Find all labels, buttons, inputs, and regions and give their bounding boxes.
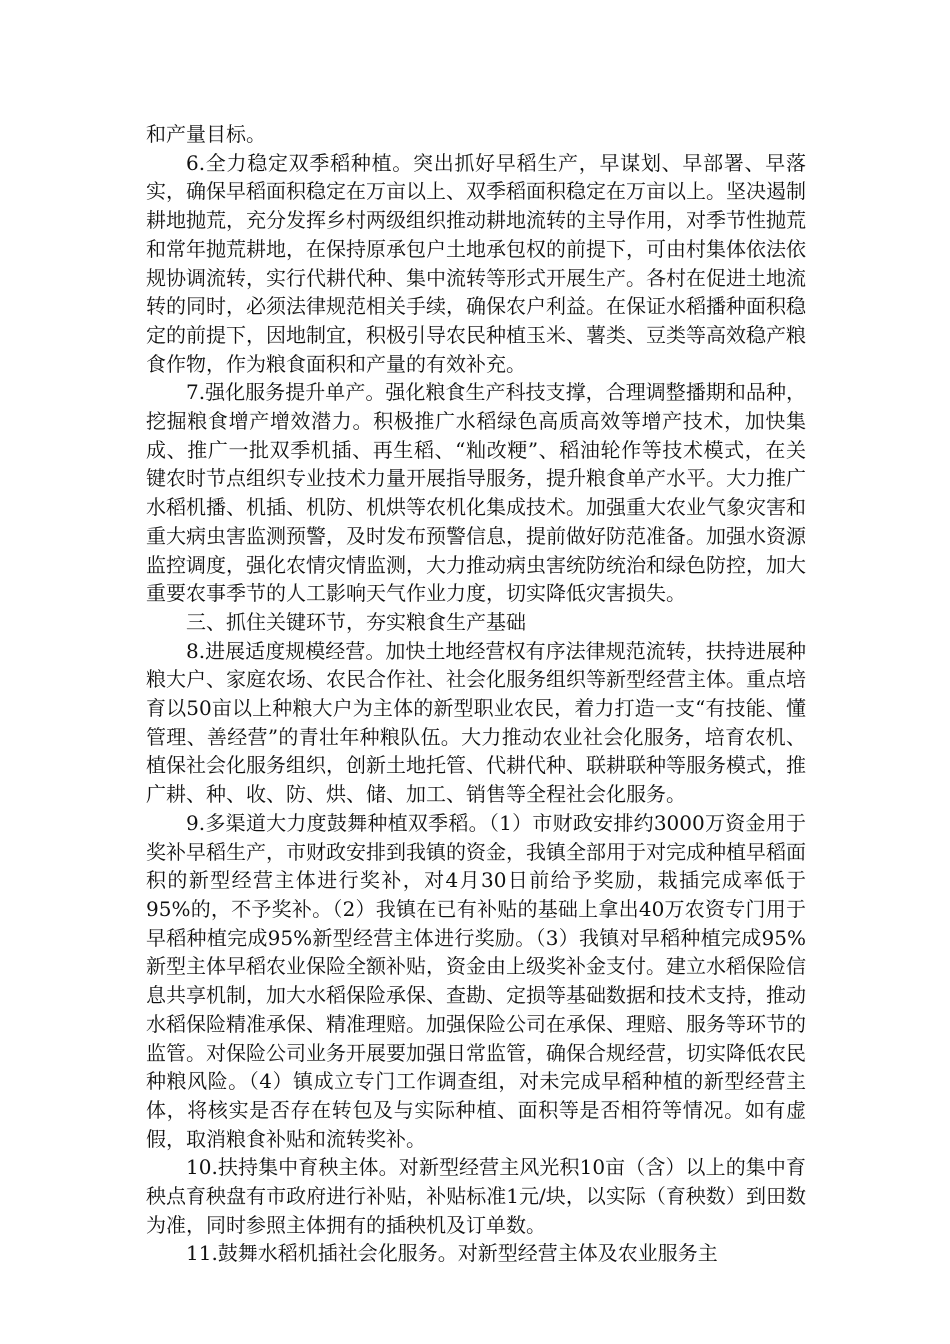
paragraph-item-11: 11.鼓舞水稻机插社会化服务。对新型经营主体及农业服务主 xyxy=(186,1241,718,1266)
paragraph-item-6: 6.全力稳定双季稻种植。突出抓好早稻生产，早谋划、早部署、早落实，确保早稻面积稳定在万亩以上、双季稻面积稳定在万亩以上。坚决遏制耕地抛荒，充分发挥乡村两级组织推动耕地流转的主导作用，对季节性抛荒和常年抛荒耕地，在保持原承包户土地承包权的前提下，可由村集体依法依规协调流转，实行代耕代种、集中流转等形式开展生产。各村在促进土地流转的同时，必须法律规范相关手续，确保农户利益。在保证水稻播种面积稳定的前提下，因地制宜，积极引导农民种植玉米、薯类、豆类等高效稳产粮食作物，作为粮食面积和产量的有效补充。 xyxy=(146,150,806,376)
paragraph-item-10: 10.扶持集中育秧主体。对新型经营主风光积10亩（含）以上的集中育秧点育秧盘有市政府进行补贴，补贴标准1元/块，以实际（育秧数）到田数为准，同时参照主体拥有的插秧机及订单数。 xyxy=(146,1155,806,1237)
paragraph-item-9: 9.多渠道大力度鼓舞种植双季稻。（1）市财政安排约3000万资金用于奖补早稻生产，市财政安排到我镇的资金，我镇全部用于对完成种植早稻面积的新型经营主体进行奖补，对4月30日前给予奖励，栽插完成率低于95%的，不予奖补。（2）我镇在已有补贴的基础上拿出40万农资专门用于早稻种植完成95%新型经营主体进行奖励。（3）我镇对早稻种植完成95%新型主体早稻农业保险全额补贴，资金由上级奖补金支付。建立水稻保险信息共享机制，加大水稻保险承保、查勘、定损等基础数据和技术支持，推动水稻保险精准承保、精准理赔。加强保险公司在承保、理赔、服务等环节的监管。对保险公司业务开展要加强日常监管，确保合规经营，切实降低农民种粮风险。（4）镇成立专门工作调查组，对未完成早稻种植的新型经营主体，将核实是否存在转包及与实际种植、面积等是否相符等情况。如有虚假，取消粮食补贴和流转奖补。 xyxy=(146,810,806,1151)
paragraph-item-8: 8.进展适度规模经营。加快土地经营权有序法律规范流转，扶持进展种粮大户、家庭农场、农民合作社、社会化服务组织等新型经营主体。重点培育以50亩以上种粮大户为主体的新型职业农民，着力打造一支“有技能、懂管理、善经营”的青壮年种粮队伍。大力推动农业社会化服务，培育农机、植保社会化服务组织，创新土地托管、代耕代种、联耕联种等服务模式，推广耕、种、收、防、烘、储、加工、销售等全程社会化服务。 xyxy=(146,638,806,807)
paragraph-item-7: 7.强化服务提升单产。强化粮食生产科技支撑，合理调整播期和品种，挖掘粮食增产增效潜力。积极推广水稻绿色高质高效等增产技术，加快集成、推广一批双季机插、再生稻、“籼改粳”、稻油轮作等技术模式，在关键农时节点组织专业技术力量开展指导服务，提升粮食单产水平。大力推广水稻机播、机插、机防、机烘等农机化集成技术。加强重大农业气象灾害和重大病虫害监测预警，及时发布预警信息，提前做好防范准备。加强水资源监控调度，强化农情灾情监测，大力推动病虫害统防统治和绿色防控，加大重要农事季节的人工影响天气作业力度，切实降低灾害损失。 xyxy=(146,380,806,606)
paragraph-continuation: 和产量目标。 xyxy=(146,122,266,146)
document-body xyxy=(146,120,806,1268)
section-heading-3: 三、抓住关键环节，夯实粮食生产基础 xyxy=(186,609,526,634)
